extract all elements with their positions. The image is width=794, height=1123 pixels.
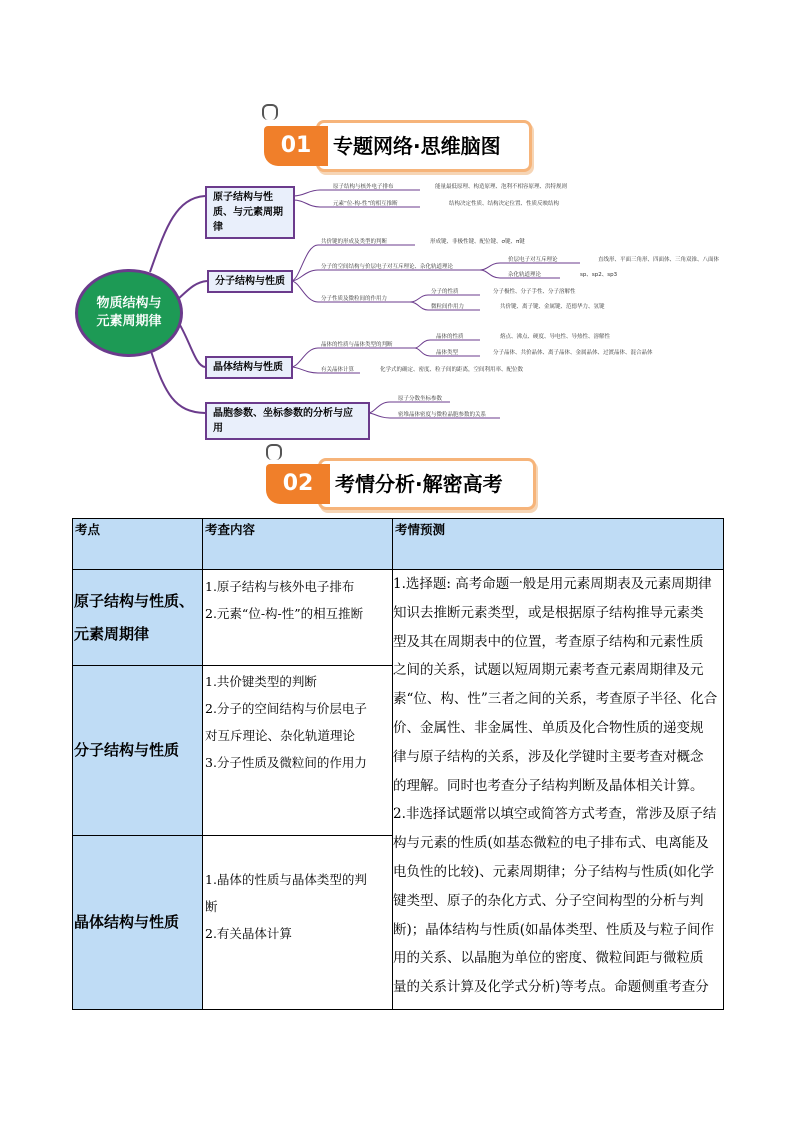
branch-label: 晶胞参数、坐标参数的分析与应用 (213, 408, 353, 434)
topic-cell (73, 666, 203, 836)
mindmap-node: 微粒间作用力 (431, 304, 465, 310)
prediction-line: 1.选择题: 高考命题一般是用元素周期表及元素周期律 (393, 576, 712, 592)
topic-label: 元素周期律 (74, 624, 150, 643)
content-item: 2.分子的空间结构与价层电子 (205, 701, 367, 716)
content-item: 2.元素“位-构-性”的相互推断 (205, 606, 364, 621)
mindmap-connectors (0, 0, 794, 440)
mindmap-branch-molecular (207, 270, 293, 293)
mindmap-root (75, 269, 183, 357)
section-title: 专题网络·思维脑图 (333, 134, 501, 158)
table-row (73, 570, 724, 666)
prediction-line: 素“位、构、性”三者之间的关系，考查原子半径、化合 (393, 691, 718, 708)
mindmap-detail: 化学式的确定、密度、粒子间的距离，空间利用率、配位数 (380, 367, 524, 373)
mindmap-branch-atomic (205, 186, 295, 239)
prediction-line: 键类型、原子的杂化方式、分子空间构型的分析与判 (393, 892, 704, 909)
mindmap-detail: 形成键、非极性键、配位键、σ键、π键 (430, 239, 525, 245)
prediction-line: 构与元素的性质(如基态微粒的电子排布式、电离能及 (393, 835, 709, 852)
mindmap-node: 共价键的形成及类型的判断 (321, 239, 388, 245)
content-item: 1.晶体的性质与晶体类型的判 (205, 872, 367, 887)
header-label: 考查内容 (205, 522, 256, 537)
header-label: 考情预测 (395, 522, 446, 537)
mindmap-node: 晶体的性质与晶体类型的判断 (321, 342, 393, 348)
mindmap-detail: 能量最低原理、构造原理、泡利不相容原理、洪特规则 (435, 184, 568, 190)
mindmap-root-label: 物质结构与元素周期律 (96, 296, 162, 329)
mindmap-node: 分子的空间结构与价层电子对互斥理论、杂化轨道理论 (321, 264, 454, 270)
prediction-line: 之间的关系，试题以短周期元素考查元素周期律及元 (393, 662, 704, 679)
topic-label: 晶体结构与性质 (74, 913, 180, 931)
mindmap-node: 原子结构与核外电子排布 (333, 184, 394, 190)
exam-analysis-table (72, 518, 724, 1010)
mindmap-node: 有关晶体计算 (321, 367, 355, 373)
prediction-line: 电负性的比较)、元素周期律；分子结构与性质(如化学 (393, 863, 715, 880)
branch-label: 原子结构与性质、与元素周期律 (213, 192, 283, 233)
branch-label: 晶体结构与性质 (213, 362, 283, 373)
mindmap-node: 原子分数坐标参数 (398, 396, 443, 402)
section-number: 02 (266, 464, 330, 504)
content-cell (203, 570, 393, 666)
topic-label: 分子结构与性质 (74, 741, 180, 759)
prediction-line: 量的关系计算及化学式分析)等考点。命题侧重考查分 (393, 979, 709, 996)
prediction-line: 2.非选择试题常以填空或简答方式考查，常涉及原子结 (393, 806, 717, 823)
section-title: 考情分析·解密高考 (335, 472, 503, 496)
content-item: 1.原子结构与核外电子排布 (205, 579, 355, 594)
prediction-line: 价、金属性、非金属性、单质及化合物性质的递变规 (393, 719, 704, 736)
topic-label: 原子结构与性质、 (74, 591, 195, 610)
mindmap-detail: 直线形、平面三角形、四面体、三角双锥、八面体 (598, 257, 720, 263)
mindmap-branch-cell (205, 402, 370, 440)
prediction-line: 用的关系、以晶胞为单位的密度、微粒间距与微粒质 (393, 950, 704, 967)
prediction-line: 型及其在周期表中的位置，考查原子结构和元素性质 (393, 633, 704, 650)
mindmap-node: 分子的性质 (431, 289, 459, 295)
content-item: 3.分子性质及微粒间的作用力 (205, 755, 367, 770)
prediction-cell (393, 570, 724, 1010)
prediction-line: 的理解。同时也考查分子结构判断及晶体相关计算。 (393, 777, 704, 794)
branch-label: 分子结构与性质 (215, 276, 285, 287)
content-item: 断 (205, 899, 218, 914)
mindmap-detail: 分子晶体、共价晶体、离子晶体、金属晶体、过渡晶体、混合晶体 (493, 350, 653, 356)
mindmap-detail: 共价键、离子键、金属键、范德华力、氢键 (500, 304, 605, 310)
section-header-analysis (266, 458, 534, 506)
section-title-box (318, 458, 536, 510)
mindmap-branch-crystal (205, 356, 293, 379)
mindmap-node: 分子性质及微粒间的作用力 (321, 296, 388, 302)
content-item: 1.共价键类型的判断 (205, 674, 317, 689)
mindmap-detail: 分子极性、分子手性、分子溶解性 (493, 289, 576, 295)
mindmap-node: 晶体类型 (436, 350, 459, 356)
content-cell (203, 836, 393, 1010)
content-cell (203, 666, 393, 836)
table-header-row (73, 519, 724, 570)
mindmap-detail: sp、sp2、sp3 (580, 272, 618, 278)
content-item: 2.有关晶体计算 (205, 926, 292, 941)
header-cell (73, 519, 203, 570)
topic-cell (73, 836, 203, 1010)
mindmap-node: 元素“位-构-性”的相互推断 (333, 201, 398, 207)
prediction-line: 断)；晶体结构与性质(如晶体类型、性质及与粒子间作 (393, 921, 715, 938)
mindmap-detail: 结构决定性质、结构决定位置、性质反映结构 (449, 201, 560, 207)
mindmap-node: 晶体的性质 (436, 334, 464, 340)
mindmap-node: 价层电子对互斥理论 (508, 257, 558, 263)
header-cell (203, 519, 393, 570)
mindmap-node: 密堆晶体密度与微粒晶胞参数的关系 (398, 412, 487, 418)
header-cell (393, 519, 724, 570)
mindmap-detail: 熔点、沸点、硬度、导电性、导热性、溶解性 (500, 334, 611, 340)
section-number: 01 (264, 126, 328, 166)
topic-cell (73, 570, 203, 666)
prediction-line: 知识去推断元素类型，或是根据原子结构推导元素类 (393, 604, 704, 621)
prediction-line: 律与原子结构的关系，涉及化学键时主要考查对概念 (393, 748, 704, 765)
mindmap-node: 杂化轨道理论 (508, 272, 542, 278)
header-label: 考点 (75, 522, 101, 537)
content-item: 对互斥理论、杂化轨道理论 (205, 728, 356, 743)
